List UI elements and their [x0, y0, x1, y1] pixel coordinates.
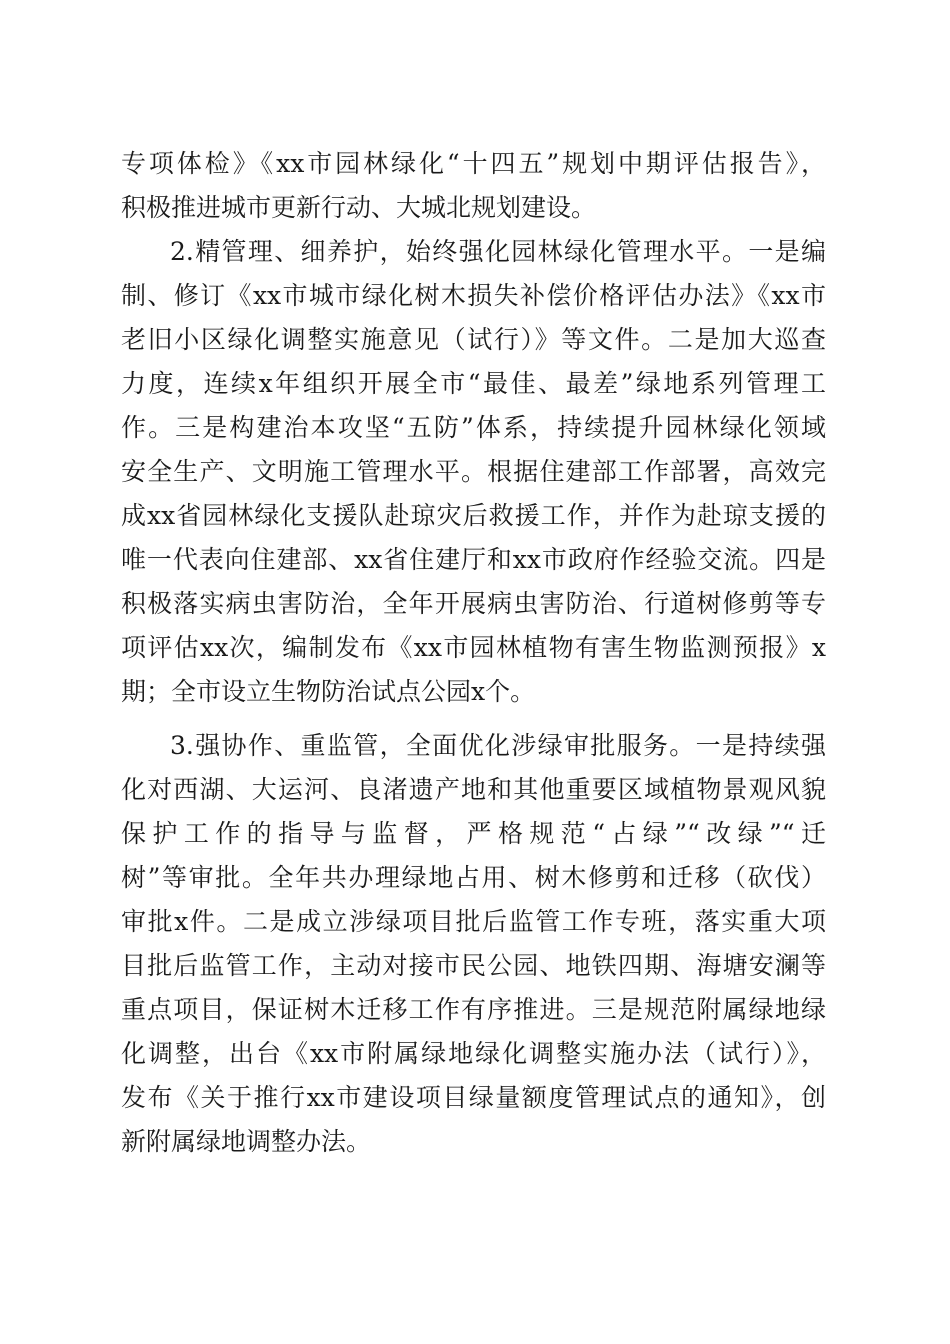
text-line: 老旧小区绿化调整实施意见（试行）》等文件。二是加大巡查	[121, 325, 826, 354]
text-line: 目批后监管工作，主动对接市民公园、地铁四期、海塘安澜等	[121, 951, 826, 980]
text-line: 制、修订《xx市城市绿化树木损失补偿价格评估办法》《xx市	[121, 281, 826, 310]
text-line: 积极推进城市更新行动、大城北规划建设。	[121, 193, 597, 222]
text-line: 作。三是构建治本攻坚“五防”体系，持续提升园林绿化领域	[121, 413, 826, 442]
text-line: 唯一代表向住建部、xx省住建厅和xx市政府作经验交流。四是	[121, 545, 826, 574]
text-line: 成xx省园林绿化支援队赴琼灾后救援工作，并作为赴琼支援的	[121, 501, 826, 530]
text-line: 发布《关于推行xx市建设项目绿量额度管理试点的通知》，创	[121, 1083, 826, 1112]
text-line: 专项体检》《xx市园林绿化“十四五”规划中期评估报告》，	[121, 149, 826, 178]
paragraph-heading-3: 3.强协作、重监管，全面优化涉绿审批服务。一是持续强	[170, 731, 826, 760]
text-line: 期；全市设立生物防治试点公园x个。	[121, 677, 536, 706]
text-line: 审批x件。二是成立涉绿项目批后监管工作专班，落实重大项	[121, 907, 826, 936]
text-line: 项评估xx次，编制发布《xx市园林植物有害生物监测预报》x	[121, 633, 826, 662]
text-line: 树”等审批。全年共办理绿地占用、树木修剪和迁移（砍伐）	[121, 863, 826, 892]
text-line: 力度，连续x年组织开展全市“最佳、最差”绿地系列管理工	[121, 369, 826, 398]
text-line: 保护工作的指导与监督，严格规范“占绿”“改绿”“迁	[121, 819, 826, 848]
text-line: 新附属绿地调整办法。	[121, 1127, 372, 1156]
text-line: 安全生产、文明施工管理水平。根据住建部工作部署，高效完	[121, 457, 826, 486]
text-line: 化调整，出台《xx市附属绿地绿化调整实施办法（试行）》，	[121, 1039, 826, 1068]
text-line: 积极落实病虫害防治，全年开展病虫害防治、行道树修剪等专	[121, 589, 826, 618]
text-line: 化对西湖、大运河、良渚遗产地和其他重要区域植物景观风貌	[121, 775, 826, 804]
text-line: 重点项目，保证树木迁移工作有序推进。三是规范附属绿地绿	[121, 995, 826, 1024]
paragraph-heading-2: 2.精管理、细养护，始终强化园林绿化管理水平。一是编	[170, 237, 826, 266]
